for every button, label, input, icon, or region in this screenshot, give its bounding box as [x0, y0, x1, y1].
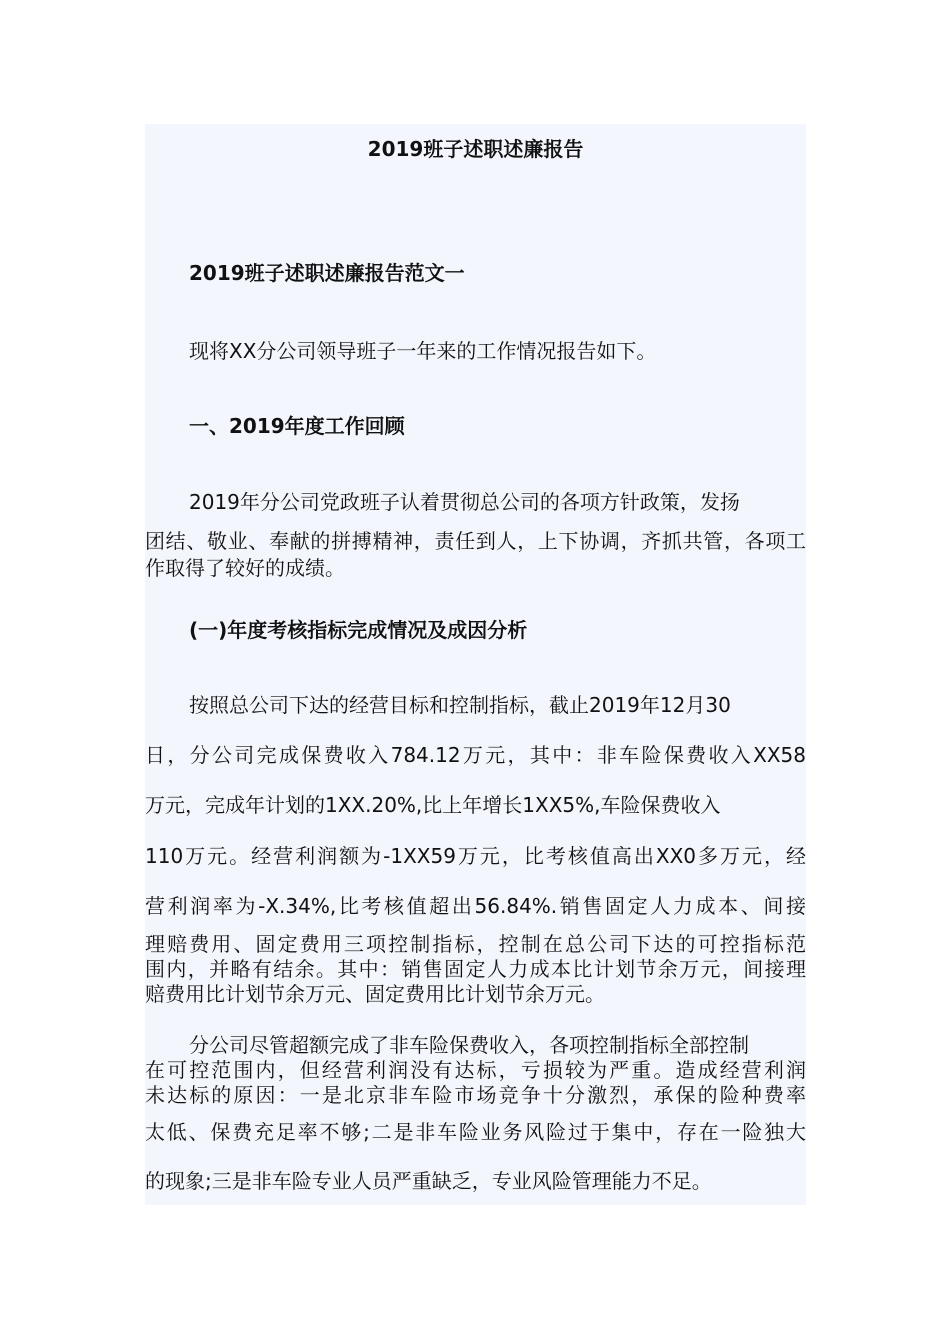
- paragraph-line: 的现象;三是非车险专业人员严重缺乏，专业风险管理能力不足。: [145, 1169, 712, 1193]
- paragraph-line: 赔费用比计划节余万元、固定费用比计划节余万元。: [145, 982, 605, 1006]
- document-body: [145, 124, 806, 1205]
- section-heading-review: 一、2019年度工作回顾: [189, 414, 405, 438]
- intro-paragraph: 现将XX分公司领导班子一年来的工作情况报告如下。: [189, 339, 657, 363]
- paragraph-line: 110万元。经营利润额为-1XX59万元，比考核值高出XX0多万元，经: [145, 844, 806, 868]
- paragraph-line: 理赔费用、固定费用三项控制指标，控制在总公司下达的可控指标范: [145, 932, 806, 956]
- paragraph-line: 作取得了较好的成绩。: [145, 556, 345, 580]
- paragraph-line: 营利润率为-X.34%,比考核值超出56.84%.销售固定人力成本、间接: [145, 894, 806, 918]
- paragraph-line: 2019年分公司党政班子认着贯彻总公司的各项方针政策，发扬: [189, 490, 740, 514]
- paragraph-line: 在可控范围内，但经营利润没有达标，亏损较为严重。造成经营利润: [145, 1058, 806, 1082]
- document-title: 2019班子述职述廉报告: [367, 137, 584, 161]
- paragraph-line: 分公司尽管超额完成了非车险保费收入，各项控制指标全部控制: [189, 1033, 749, 1057]
- subsection-heading-indicators: (一)年度考核指标完成情况及成因分析: [189, 618, 528, 642]
- paragraph-line: 日，分公司完成保费收入784.12万元，其中：非车险保费收入XX58: [145, 743, 806, 767]
- paragraph-line: 未达标的原因：一是北京非车险市场竞争十分激烈，承保的险种费率: [145, 1083, 806, 1107]
- paragraph-line: 万元，完成年计划的1XX.20%,比上年增长1XX5%,车险保费收入: [145, 793, 721, 817]
- article-heading: 2019班子述职述廉报告范文一: [189, 261, 465, 285]
- paragraph-line: 太低、保费充足率不够;二是非车险业务风险过于集中，存在一险独大: [145, 1120, 806, 1144]
- paragraph-line: 团结、敬业、奉献的拼搏精神，责任到人，上下协调，齐抓共管，各项工: [145, 529, 806, 553]
- paragraph-line: 围内，并略有结余。其中：销售固定人力成本比计划节余万元，间接理: [145, 957, 806, 981]
- paragraph-line: 按照总公司下达的经营目标和控制指标，截止2019年12月30: [189, 693, 731, 717]
